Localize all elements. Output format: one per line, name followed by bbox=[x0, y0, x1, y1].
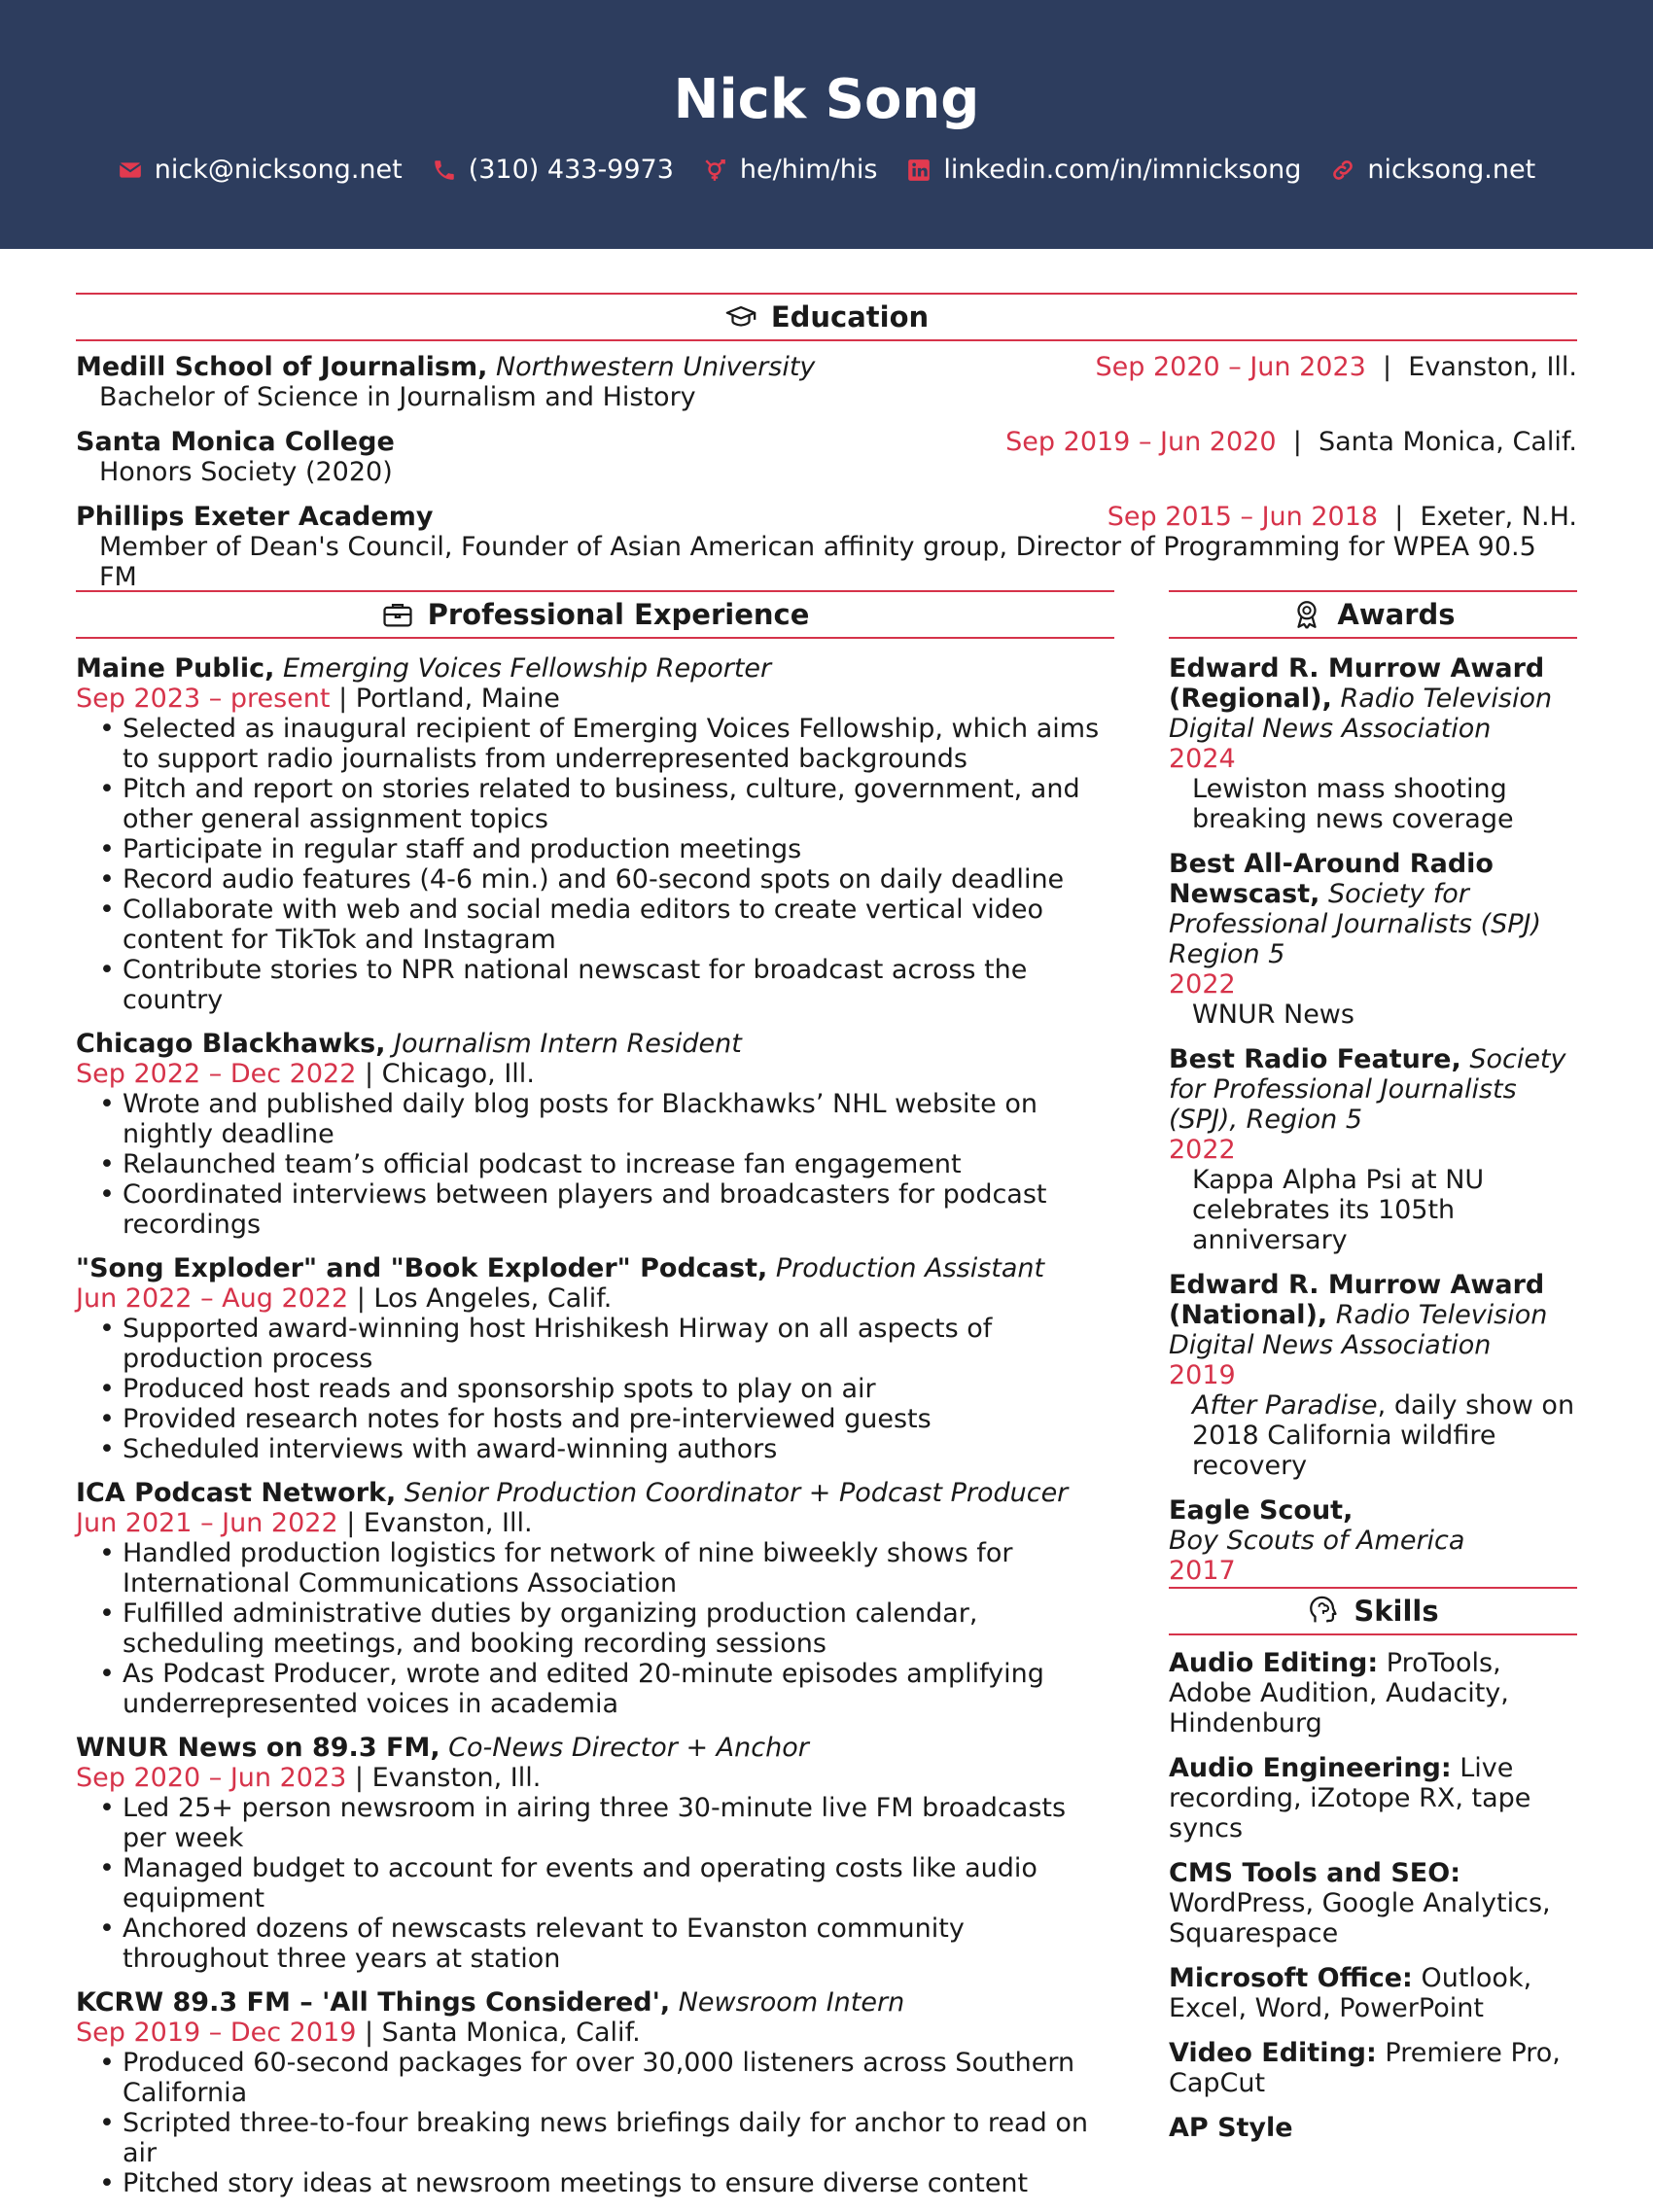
skill-entry bbox=[1169, 1648, 1577, 1738]
candidate-name: Nick Song bbox=[673, 68, 980, 131]
school-org: Northwestern University bbox=[495, 352, 816, 382]
award-year: 2017 bbox=[1169, 1556, 1236, 1586]
skills-heading bbox=[1169, 1587, 1577, 1635]
contact-phone-text: (310) 433-9973 bbox=[468, 155, 674, 185]
job-org: Chicago Blackhawks, bbox=[76, 1029, 386, 1059]
job-role: Newsroom Intern bbox=[678, 1987, 905, 2018]
award-entry bbox=[1169, 1495, 1577, 1586]
job-bullet: • Pitched story ideas at newsroom meetings to ensure diverse content bbox=[76, 2168, 1114, 2198]
job-location: | Los Angeles, Calif. bbox=[348, 1283, 613, 1314]
contact-website-text: nicksong.net bbox=[1367, 155, 1536, 185]
job-role: Emerging Voices Fellowship Reporter bbox=[282, 653, 772, 684]
job-org: ICA Podcast Network, bbox=[76, 1478, 397, 1508]
contact-pronouns-text: he/him/his bbox=[739, 155, 878, 185]
job-bullet: • Managed budget to account for events and operating costs like audio equipment bbox=[76, 1853, 1114, 1914]
award-org: Society for Professional Journalists (SPJ), Region 5 bbox=[1169, 1044, 1566, 1135]
job-location: | Evanston, Ill. bbox=[337, 1508, 533, 1538]
job-entry bbox=[76, 653, 1114, 1015]
awards-heading-text: Awards bbox=[1337, 597, 1456, 631]
header-banner bbox=[0, 0, 1653, 249]
award-title: Best All-Around Radio Newscast, bbox=[1169, 849, 1494, 909]
award-entry bbox=[1169, 849, 1577, 1030]
gender-icon bbox=[703, 158, 728, 183]
skill-label: CMS Tools and SEO: bbox=[1169, 1858, 1460, 1888]
job-role: Co-News Director + Anchor bbox=[448, 1733, 809, 1763]
education-item bbox=[76, 352, 1577, 412]
job-entry bbox=[76, 1253, 1114, 1464]
award-year: 2019 bbox=[1169, 1360, 1236, 1390]
job-bullet: • Contribute stories to NPR national newscast for broadcast across the country bbox=[76, 955, 1114, 1015]
skill-label: Video Editing: bbox=[1169, 2038, 1377, 2068]
job-location: | Evanston, Ill. bbox=[346, 1763, 542, 1793]
award-entry bbox=[1169, 1044, 1577, 1255]
job-bullet: • Provided research notes for hosts and pre-interviewed guests bbox=[76, 1404, 1114, 1434]
skill-label: Audio Engineering: bbox=[1169, 1753, 1452, 1783]
award-year: 2024 bbox=[1169, 744, 1236, 774]
job-dates: Sep 2019 – Dec 2019 bbox=[76, 2018, 357, 2048]
job-dates: Jun 2022 – Aug 2022 bbox=[76, 1283, 349, 1314]
award-org: Society for Professional Journalists (SPJ) Region 5 bbox=[1169, 879, 1542, 969]
job-location: | Portland, Maine bbox=[330, 684, 560, 714]
award-year: 2022 bbox=[1169, 969, 1236, 1000]
graduation-cap-icon bbox=[724, 300, 757, 334]
skill-label: Microsoft Office: bbox=[1169, 1963, 1413, 1993]
skill-value: WordPress, Google Analytics, Squarespace bbox=[1169, 1888, 1551, 1949]
job-org: "Song Exploder" and "Book Exploder" Podcast, bbox=[76, 1253, 768, 1283]
education-heading bbox=[76, 293, 1577, 341]
school-name: Medill School of Journalism, bbox=[76, 352, 488, 382]
experience-heading-text: Professional Experience bbox=[427, 597, 810, 631]
skill-value: ProTools, Adobe Audition, Audacity, Hindenburg bbox=[1169, 1648, 1509, 1738]
job-bullet: • As Podcast Producer, wrote and edited 20-minute episodes amplifying underrepresented voices in academia bbox=[76, 1659, 1114, 1719]
job-bullet: • Relaunched team’s official podcast to increase fan engagement bbox=[76, 1149, 1114, 1179]
skill-entry bbox=[1169, 2113, 1577, 2143]
award-org: Radio Television Digital News Association bbox=[1169, 684, 1553, 744]
job-bullet: • Produced 60-second packages for over 30,000 listeners across Southern California bbox=[76, 2048, 1114, 2108]
skill-entry bbox=[1169, 1963, 1577, 2023]
award-desc: , daily show on 2018 California wildfire recovery bbox=[1192, 1390, 1575, 1481]
job-org: Maine Public, bbox=[76, 653, 275, 684]
skill-value: Live recording, iZotope RX, tape syncs bbox=[1169, 1753, 1531, 1843]
job-role: Journalism Intern Resident bbox=[394, 1029, 742, 1059]
job-entry bbox=[76, 1029, 1114, 1240]
contact-website[interactable] bbox=[1330, 154, 1535, 187]
brain-head-icon bbox=[1307, 1595, 1340, 1628]
contact-bar bbox=[0, 154, 1653, 187]
phone-icon bbox=[432, 158, 457, 183]
skills-list bbox=[1169, 1648, 1577, 2158]
award-org: Radio Television Digital News Association bbox=[1169, 1300, 1548, 1360]
job-bullet: • Scripted three-to-four breaking news briefings daily for anchor to read on air bbox=[76, 2108, 1114, 2168]
award-year: 2022 bbox=[1169, 1135, 1236, 1165]
job-location: | Chicago, Ill. bbox=[356, 1059, 535, 1089]
skill-value: Outlook, Excel, Word, PowerPoint bbox=[1169, 1963, 1532, 2023]
education-location: Evanston, Ill. bbox=[1408, 352, 1577, 382]
envelope-icon bbox=[118, 158, 143, 183]
job-bullet: • Produced host reads and sponsorship spots to play on air bbox=[76, 1374, 1114, 1404]
job-role: Senior Production Coordinator + Podcast Producer bbox=[404, 1478, 1069, 1508]
job-bullet: • Led 25+ person newsroom in airing three 30-minute live FM broadcasts per week bbox=[76, 1793, 1114, 1853]
education-heading-text: Education bbox=[770, 299, 930, 334]
education-item bbox=[76, 427, 1577, 487]
contact-linkedin-text: linkedin.com/in/imnicksong bbox=[943, 155, 1302, 185]
job-bullet: • Wrote and published daily blog posts for Blackhawks’ NHL website on nightly deadline bbox=[76, 1089, 1114, 1149]
job-dates: Sep 2022 – Dec 2022 bbox=[76, 1059, 357, 1089]
contact-email-text: nick@nicksong.net bbox=[154, 155, 403, 185]
contact-email[interactable] bbox=[118, 154, 403, 187]
award-org: Boy Scouts of America bbox=[1169, 1526, 1465, 1556]
job-bullet: • Collaborate with web and social media editors to create vertical video content for TikTok and Instagram bbox=[76, 895, 1114, 955]
job-role: Production Assistant bbox=[775, 1253, 1045, 1283]
linkedin-icon bbox=[906, 158, 932, 183]
school-name: Santa Monica College bbox=[76, 427, 395, 457]
award-title: Eagle Scout, bbox=[1169, 1495, 1354, 1526]
job-location: | Santa Monica, Calif. bbox=[356, 2018, 641, 2048]
briefcase-icon bbox=[381, 598, 414, 631]
education-desc: Bachelor of Science in Journalism and History bbox=[99, 382, 696, 412]
award-title: Edward R. Murrow Award (Regional), bbox=[1169, 653, 1545, 714]
education-location: Santa Monica, Calif. bbox=[1318, 427, 1577, 457]
award-entry bbox=[1169, 653, 1577, 834]
award-desc: WNUR News bbox=[1192, 1000, 1354, 1030]
contact-phone[interactable] bbox=[432, 154, 674, 187]
education-dates: Sep 2019 – Jun 2020 bbox=[1005, 427, 1277, 457]
education-desc: Honors Society (2020) bbox=[99, 457, 393, 487]
award-desc-emphasis: After Paradise bbox=[1192, 1390, 1378, 1421]
awards-list bbox=[1169, 653, 1577, 1600]
job-bullet: • Participate in regular staff and production meetings bbox=[76, 834, 1114, 864]
separator: | bbox=[1292, 427, 1302, 457]
job-bullet: • Pitch and report on stories related to business, culture, government, and other general assignment topics bbox=[76, 774, 1114, 834]
job-bullet: • Handled production logistics for network of nine biweekly shows for International Communications Association bbox=[76, 1538, 1114, 1598]
skill-entry bbox=[1169, 1753, 1577, 1843]
job-bullet: • Record audio features (4-6 min.) and 60-second spots on daily deadline bbox=[76, 864, 1114, 895]
separator: | bbox=[1394, 502, 1404, 532]
skill-label: Audio Editing: bbox=[1169, 1648, 1379, 1678]
job-dates: Sep 2020 – Jun 2023 bbox=[76, 1763, 347, 1793]
job-org: KCRW 89.3 FM – 'All Things Considered', bbox=[76, 1987, 671, 2018]
education-item bbox=[76, 502, 1577, 592]
skill-label: AP Style bbox=[1169, 2113, 1293, 2143]
skill-value: Premiere Pro, CapCut bbox=[1169, 2038, 1561, 2098]
award-entry bbox=[1169, 1270, 1577, 1481]
awards-heading bbox=[1169, 590, 1577, 639]
experience-list bbox=[76, 653, 1114, 2212]
job-dates: Sep 2023 – present bbox=[76, 684, 331, 714]
job-bullet: • Scheduled interviews with award-winning authors bbox=[76, 1434, 1114, 1464]
education-location: Exeter, N.H. bbox=[1420, 502, 1577, 532]
school-name: Phillips Exeter Academy bbox=[76, 502, 434, 532]
job-entry bbox=[76, 1733, 1114, 1974]
job-bullet: • Coordinated interviews between players and broadcasters for podcast recordings bbox=[76, 1179, 1114, 1240]
job-bullet: • Fulfilled administrative duties by organizing production calendar, scheduling meetings, and booking recording sessions bbox=[76, 1598, 1114, 1659]
award-ribbon-icon bbox=[1290, 598, 1323, 631]
education-desc: Member of Dean's Council, Founder of Asian American affinity group, Director of Programming for WPEA 90.5 FM bbox=[99, 532, 1536, 592]
link-icon bbox=[1330, 158, 1355, 183]
skill-entry bbox=[1169, 2038, 1577, 2098]
education-dates: Sep 2020 – Jun 2023 bbox=[1095, 352, 1366, 382]
contact-linkedin[interactable] bbox=[906, 154, 1301, 187]
contact-pronouns bbox=[703, 154, 878, 187]
skills-heading-text: Skills bbox=[1354, 1594, 1439, 1628]
award-title: Edward R. Murrow Award (National), bbox=[1169, 1270, 1545, 1330]
job-entry bbox=[76, 1987, 1114, 2198]
job-entry bbox=[76, 1478, 1114, 1719]
job-bullet: • Anchored dozens of newscasts relevant to Evanston community throughout three years at station bbox=[76, 1914, 1114, 1974]
job-bullet: • Selected as inaugural recipient of Emerging Voices Fellowship, which aims to support radio journalists from underrepresented backgrounds bbox=[76, 714, 1114, 774]
separator: | bbox=[1383, 352, 1392, 382]
experience-heading bbox=[76, 590, 1114, 639]
job-bullet: • Supported award-winning host Hrishikesh Hirway on all aspects of production process bbox=[76, 1314, 1114, 1374]
education-dates: Sep 2015 – Jun 2018 bbox=[1107, 502, 1379, 532]
award-desc: Kappa Alpha Psi at NU celebrates its 105th anniversary bbox=[1192, 1165, 1485, 1255]
award-title: Best Radio Feature, bbox=[1169, 1044, 1461, 1074]
job-org: WNUR News on 89.3 FM, bbox=[76, 1733, 440, 1763]
award-desc: Lewiston mass shooting breaking news coverage bbox=[1192, 774, 1514, 834]
skill-entry bbox=[1169, 1858, 1577, 1949]
job-dates: Jun 2021 – Jun 2022 bbox=[76, 1508, 338, 1538]
